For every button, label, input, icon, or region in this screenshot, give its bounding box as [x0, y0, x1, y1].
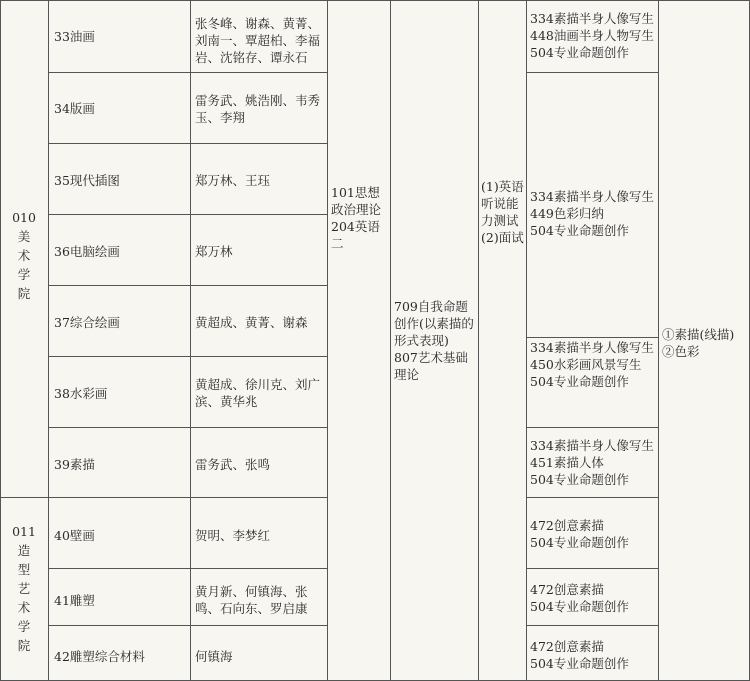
- major-name: 34版画: [54, 101, 95, 116]
- public-exams: 101思想政治理论 204英语二: [331, 185, 382, 251]
- major-name: 36电脑绘画: [54, 244, 120, 259]
- advisor-list: 郑万林: [195, 244, 233, 259]
- advisor-list: 贺明、李梦红: [195, 528, 271, 543]
- major-name: 42雕塑综合材料: [54, 649, 145, 664]
- major-name: 40壁画: [54, 528, 95, 543]
- advisor-list: 何镇海: [195, 649, 233, 664]
- advisor-list: 黄超成、徐川克、刘广滨、黄华兆: [195, 377, 321, 409]
- advisor-list: 郑万林、王珏: [195, 173, 271, 188]
- major-name: 39素描: [54, 457, 95, 472]
- major-name: 38水彩画: [54, 386, 108, 401]
- subject-exams: 334素描半身人像写生 451素描人体 504专业命题创作: [530, 438, 654, 487]
- department-011: 011 造 型 艺 术 学 院: [12, 524, 36, 653]
- professional-exams: 709自我命题创作(以素描的形式表现) 807艺术基础理论: [394, 299, 474, 382]
- major-name: 37综合绘画: [54, 315, 120, 330]
- additional-exams: ①素描(线描) ②色彩: [662, 327, 735, 359]
- advisor-list: 雷务武、姚浩刚、韦秀玉、李翔: [195, 93, 321, 125]
- advisor-list: 黄超成、黄菁、谢森: [195, 315, 308, 330]
- subject-exams: 472创意素描 504专业命题创作: [530, 639, 629, 671]
- department-010: 010 美 术 学 院: [12, 210, 36, 301]
- advisor-list: 黄月新、何镇海、张鸣、石向东、罗启康: [195, 584, 308, 616]
- retest-notes: (1)英语听说能力测试 (2)面试: [481, 179, 524, 245]
- subject-exams: 472创意素描 504专业命题创作: [530, 518, 629, 550]
- subject-exams: 334素描半身人像写生 450水彩画风景写生 504专业命题创作: [530, 340, 654, 389]
- major-name: 35现代插图: [54, 173, 120, 188]
- subject-exams: 472创意素描 504专业命题创作: [530, 582, 629, 614]
- subject-exams: 334素描半身人像写生 449色彩归纳 504专业命题创作: [530, 189, 654, 238]
- advisor-list: 张冬峰、谢森、黄菁、刘南一、覃超柏、李福岩、沈铭存、谭永石: [195, 16, 321, 65]
- major-name: 33油画: [54, 29, 95, 44]
- advisor-list: 雷务武、张鸣: [195, 457, 271, 472]
- subject-exams: 334素描半身人像写生 448油画半身人物写生 504专业命题创作: [530, 11, 654, 60]
- major-name: 41雕塑: [54, 593, 95, 608]
